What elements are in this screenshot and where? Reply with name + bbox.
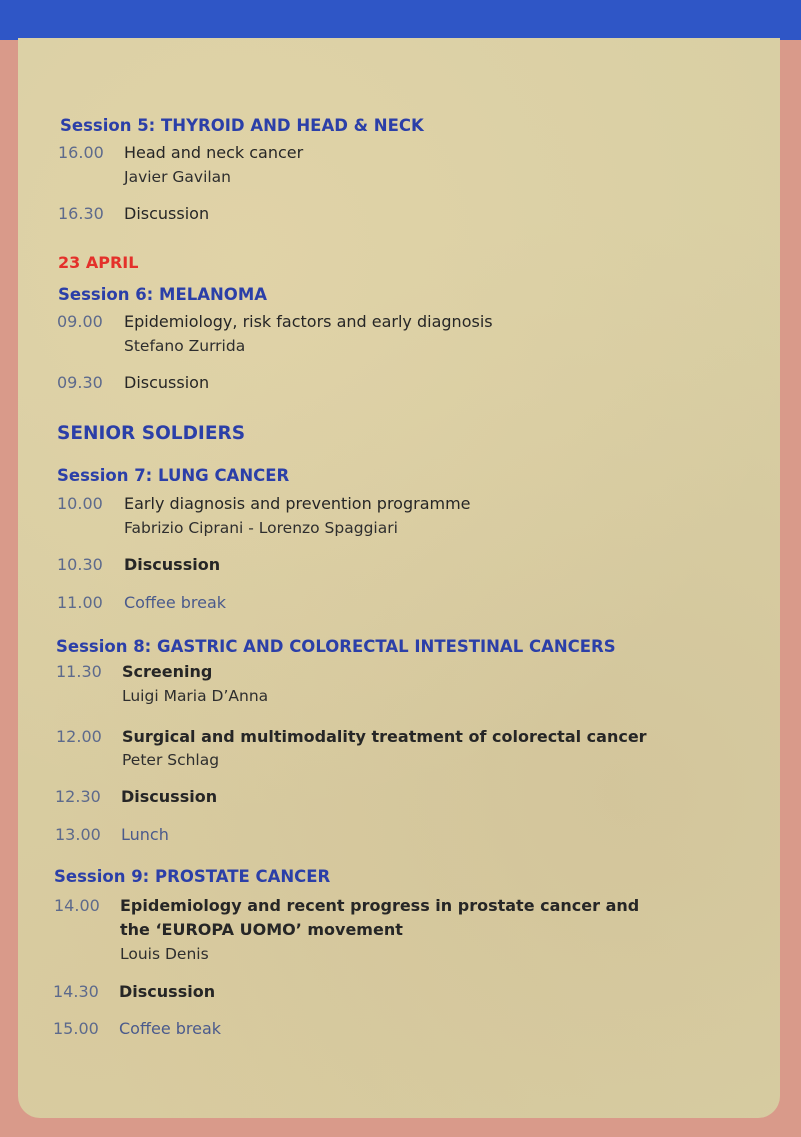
senior-soldiers-heading: SENIOR SOLDIERS [57, 423, 246, 444]
session-9-header: Session 9: PROSTATE CANCER [54, 867, 331, 886]
speaker: Javier Gavilan [124, 168, 232, 186]
talk-title: Discussion [124, 555, 221, 574]
speaker: Stefano Zurrida [124, 337, 246, 355]
talk-title: Early diagnosis and prevention programme [124, 494, 471, 513]
speaker: Louis Denis [120, 945, 209, 963]
time-10-00: 10.00 [57, 494, 103, 513]
speaker: Luigi Maria D’Anna [122, 687, 269, 705]
talk-title: Epidemiology and recent progress in prostate cancer and [120, 896, 640, 915]
talk-title: Discussion [124, 373, 210, 392]
talk-title: Head and neck cancer [124, 143, 304, 162]
time-12-00: 12.00 [56, 727, 102, 746]
date-heading: 23 APRIL [58, 253, 139, 272]
session-5-header: Session 5: THYROID AND HEAD & NECK [60, 116, 424, 135]
time-14-30: 14.30 [53, 982, 99, 1001]
time-11-30: 11.30 [56, 662, 102, 681]
session-6-header: Session 6: MELANOMA [58, 285, 268, 304]
session-8-header: Session 8: GASTRIC AND COLORECTAL INTESTINAL CANCERS [56, 637, 616, 656]
time-09-30: 09.30 [57, 373, 103, 392]
time-13-00: 13.00 [55, 825, 101, 844]
talk-title: Discussion [121, 787, 218, 806]
talk-title: Screening [122, 662, 213, 681]
time-16-30: 16.30 [58, 204, 104, 223]
break-item: Coffee break [124, 593, 227, 612]
time-14-00: 14.00 [54, 896, 100, 915]
time-09-00: 09.00 [57, 312, 103, 331]
talk-title: Discussion [124, 204, 210, 223]
speaker: Fabrizio Ciprani - Lorenzo Spaggiari [124, 519, 398, 537]
talk-title-continued: the ‘EUROPA UOMO’ movement [120, 920, 403, 939]
break-item: Lunch [121, 825, 169, 844]
time-10-30: 10.30 [57, 555, 103, 574]
time-11-00: 11.00 [57, 593, 103, 612]
talk-title: Epidemiology, risk factors and early diagnosis [124, 312, 493, 331]
speaker: Peter Schlag [122, 751, 220, 769]
break-item: Coffee break [119, 1019, 222, 1038]
top-bar [0, 0, 801, 40]
talk-title: Surgical and multimodality treatment of colorectal cancer [122, 727, 647, 746]
time-12-30: 12.30 [55, 787, 101, 806]
session-7-header: Session 7: LUNG CANCER [57, 466, 290, 485]
time-15-00: 15.00 [53, 1019, 99, 1038]
talk-title: Discussion [119, 982, 216, 1001]
time-16-00: 16.00 [58, 143, 104, 162]
